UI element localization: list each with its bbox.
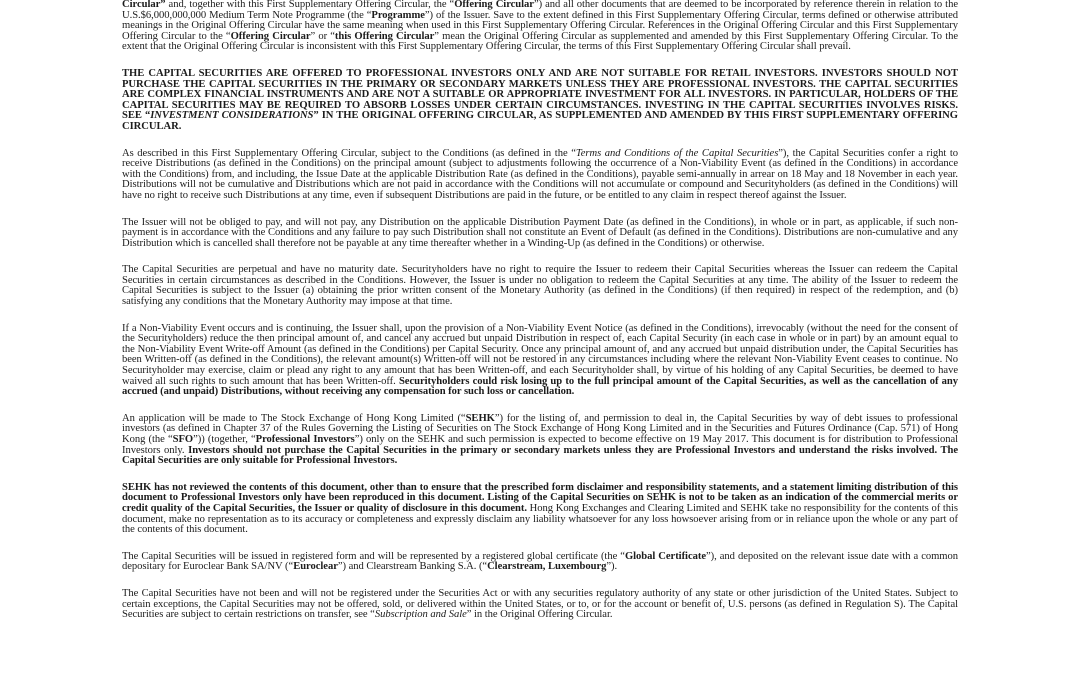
text-run: Global Certificate (624, 550, 706, 562)
paragraph-perpetual-no-maturity (122, 265, 958, 307)
text-run: ”) for the listing of, and permission to deal in, the Capital Securities by way of debt issues to professional investors (as defined in Chapter 37 of the Rules Governing the Listing of Securities on The Stock Exchange of Hong Kong Limited and in the Securities and Futures Ordinance (Cap. 571) of Hong Kong (the “ (122, 412, 958, 445)
text-run: THE CAPITAL SECURITIES ARE OFFERED TO PROFESSIONAL INVESTORS ONLY AND ARE NOT SUITABLE FOR RETAIL INVESTORS. INVESTORS SHOULD NOT PURCHASE THE CAPITAL SECURITIES IN THE PRIMARY OR SECONDARY MARKETS UNLESS THEY ARE PROFESSIONAL INVESTORS. THE CAPITAL SECURITIES ARE COMPLEX FINANCIAL INSTRUMENTS AND ARE NOT A SUITABLE OR APPROPRIATE INVESTMENT FOR ALL INVESTORS. IN PARTICULAR, HOLDERS OF THE CAPITAL SECURITIES MAY BE REQUIRED TO ABSORB LOSSES UNDER CERTAIN CIRCUMSTANCES. INVESTING IN THE CAPITAL SECURITIES INVOLVES RISKS. SEE “ (122, 67, 958, 122)
text-run: Securityholders could risk losing up to the full principal amount of the Capital Securities, as well as the cancellation of any accrued (and unpaid) Distributions, without receiving any compensation for such loss or cancellation. (122, 375, 958, 398)
text-run: The Issuer will not be obliged to pay, and will not pay, any Distribution on the applicable Distribution Payment Date (as defined in the Conditions), in whole or in part, as applicable, if such non-payment is in accordance with the Conditions and any failure to pay such Distribution shall not constitute an Event of Default (as defined in the Conditions). Distributions are non-cumulative and any Distribution which is cancelled shall therefore not be payable at any time thereafter whether in a Winding-Up (as defined in the Conditions) or otherwise. (122, 216, 958, 249)
text-run: SEHK has not reviewed the contents of this document, other than to ensure that the prescribed form disclaimer and responsibility statements, and a statement limiting distribution of this document to Professional Investors only have been reproduced in this document. Listing of the Capital Securities on SEHK is not to be taken as an indication of the commercial merits or credit quality of the Capital Securities, the Issuer or quality of disclosure in this document. (122, 481, 958, 514)
text-run: Professional Investors (255, 434, 355, 445)
text-run: ”) only on the SEHK and such permission is expected to become effective on 19 May 2017. This document is for distribution to Professional Investors only. (122, 434, 958, 456)
text-run: Subscription and Sale (374, 609, 467, 621)
text-run: Investors should not purchase the Capital Securities in the primary or secondary markets unless they are Professional Investors and understand the risks involved. The Capital Securities are only suitable for Professional Investors. (122, 444, 958, 467)
text-run: The Capital Securities are perpetual and have no maturity date. Securityholders have no right to require the Issuer to redeem their Capital Securities whereas the Issuer can redeem the Capital Securities in certain circumstances as described in the Conditions. However, the Issuer is under no obligation to redeem the Capital Securities at any time. The ability of the Issuer to redeem the Capital Securities is subject to the Issuer (a) obtaining the prior written consent of the Monetary Authority (as defined in the Conditions) (if then required) in respect of the redemption, and (b) satisfying any conditions that the Monetary Authority may impose at that time. (122, 264, 958, 308)
text-run: ” mean the Original Offering Circular as supplemented and amended by this First Supplementary Offering Circular. To the extent that the Original Offering Circular is inconsistent with this First Supplementary Offering Circular, the terms of this First Supplementary Offering Circular shall prevail. (122, 30, 958, 53)
text-run: ”). (606, 561, 618, 573)
text-run: The Capital Securities will be issued in registered form and will be represented by a registered global certificate (the “ (122, 550, 625, 562)
text-run: Circular” (122, 0, 166, 10)
text-run: SEHK (465, 412, 495, 424)
text-run: ”)) (together, “ (193, 434, 256, 445)
paragraph-sehk-listing-application (122, 414, 958, 467)
text-run: ”) and Clearstream Banking S.A. (“ (337, 561, 488, 573)
paragraph-offering-circular-definitions (122, 0, 958, 53)
text-run: Programme (371, 9, 425, 21)
text-run: ” or “ (310, 30, 335, 42)
text-run: An application will be made to The Stock Exchange of Hong Kong Limited (“ (122, 412, 466, 424)
text-run: ”), the Capital Securities confer a right to receive Distributions (as defined in the Conditions) on the principal amount (subject to adjustments following the occurrence of a Non-Viability Event (as defined in the Conditions) in accordance with the Conditions) from, and including, the Issue Date at the applicable Distribution Rate (as defined in the Conditions), payable semi-annually in arrear on 18 May and 18 November in each year. Distributions will not be cumulative and Distributions which are not paid in accordance with the Conditions will not accumulate or compound and Securityholders (as defined in the Conditions) will have no right to receive such Distributions at any time, even if subsequent Distributions are paid in the future, or be entitled to any claim in respect thereof against the Issuer. (122, 147, 958, 201)
text-run: and, together with this First Supplementary Offering Circular, the “ (165, 0, 455, 10)
text-run: Clearstream, Luxembourg (487, 561, 607, 573)
text-run: Offering Circular (454, 0, 534, 10)
text-run: As described in this First Supplementary Offering Circular, subject to the Conditions (as defined in the “ (122, 147, 576, 159)
text-run: The Capital Securities have not been and will not be registered under the Securities Act or with any securities regulatory authority of any state or other jurisdiction of the United States. Subject to certain exceptions, the Capital Securities may not be offered, sold, or delivered within the United States, or to, or for the account or benefit of, U.S. persons (as defined in Regulation S). The Capital Securities are subject to certain restrictions on transfer, see “ (122, 587, 958, 621)
paragraph-securities-act-restrictions (122, 589, 958, 621)
paragraph-professional-investors-warning (122, 69, 958, 133)
text-run: INVESTMENT CONSIDERATIONS (150, 110, 314, 122)
text-run: SFO (172, 434, 194, 445)
text-run: Hong Kong Exchanges and Clearing Limited and SEHK take no responsibility for the contents of this document, make no representation as to its accuracy or completeness and expressly disclaim any liability whatsoever for any loss howsoever arising from or in reliance upon the whole or any part of the contents of this document. (122, 502, 958, 536)
text-run: ”) and all other documents that are deemed to be incorporated by reference therein in relation to the U.S.$6,000,000,000 Medium Term Note Programme (the “ (122, 0, 958, 21)
text-run: Offering Circular (230, 30, 311, 42)
paragraph-global-certificate (122, 552, 958, 573)
paragraph-non-viability-write-off (122, 324, 958, 398)
text-run: ” in the Original Offering Circular. (466, 609, 613, 621)
text-run: Euroclear (293, 561, 338, 573)
paragraph-sehk-disclaimer (122, 483, 958, 536)
text-run: If a Non-Viability Event occurs and is continuing, the Issuer shall, upon the provision of a Non-Viability Event Notice (as defined in the Conditions), irrevocably (without the need for the consent of the Securityholders) reduce the then principal amount of, and cancel any accrued but unpaid Distribution in respect of, each Capital Security (in each case in whole or in part) by an amount equal to the Non-Viability Event Write-off Amount (as defined in the Conditions) per Capital Security. Once any principal amount of, and any accrued but unpaid distribution under, the Capital Securities has been Written-off (as defined in the Conditions), the relevant amount(s) Written-off will not be restored in any circumstances including where the relevant Non-Viability Event ceases to continue. No Securityholder may exercise, claim or plead any right to any amount that has been Written-off, and each Securityholder shall, by virtue of his holding of any Capital Securities, be deemed to have waived all such rights to such amount that has been Written-off. (122, 322, 958, 387)
paragraph-non-payment (122, 218, 958, 250)
text-run: ” IN THE ORIGINAL OFFERING CIRCULAR, AS SUPPLEMENTED AND AMENDED BY THIS FIRST SUPPLEMENTARY OFFERING CIRCULAR. (122, 110, 958, 132)
paragraph-distributions-description (122, 149, 958, 202)
text-run: this Offering Circular (334, 30, 435, 42)
text-run: ”) of the Issuer. Save to the extent defined in this First Supplementary Offering Circular, terms defined or otherwise attributed meanings in the Original Offering Circular have the same meaning when used in this First Supplementary Offering Circular. References in the Original Offering Circular and this First Supplementary Offering Circular to the “ (122, 9, 958, 42)
text-run: Terms and Conditions of the Capital Securities (575, 147, 779, 159)
text-run: ”), and deposited on the relevant issue date with a common depositary for Euroclear Bank SA/NV (“ (122, 550, 958, 573)
